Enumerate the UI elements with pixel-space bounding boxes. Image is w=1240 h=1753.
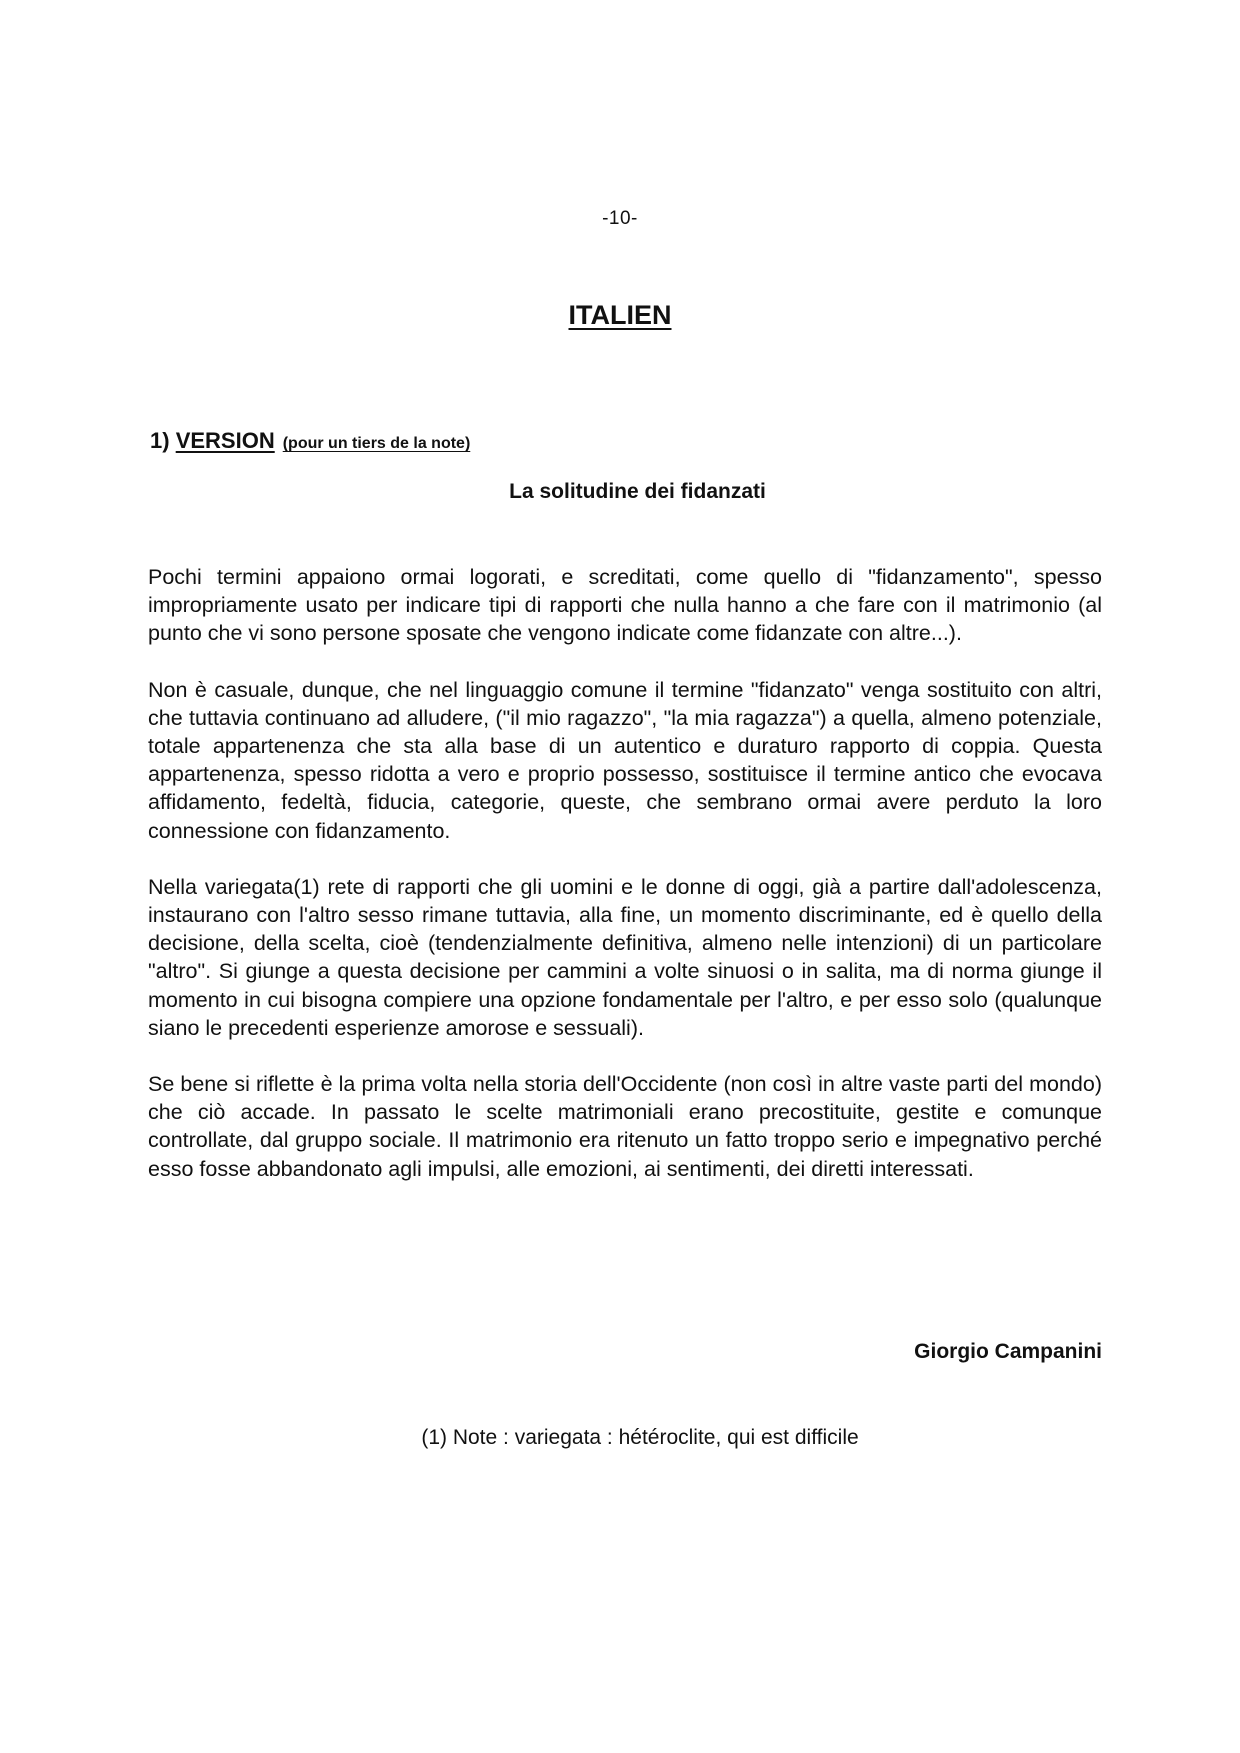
footnote: (1) Note : variegata : hétéroclite, qui est difficile bbox=[421, 1426, 859, 1449]
paragraph: Non è casuale, dunque, che nel linguaggio comune il termine "fidanzato" venga sostituito con altri, che tuttavia continuano ad alludere, ("il mio ragazzo", "la mia ragazza") a quella, almeno potenziale, totale appartenenza che sta alla base di un autentico e duraturo rapporto di coppia. Questa appartenenza, spesso ridotta a vero e proprio possesso, sostituisce il termine antico che evocava affidamento, fedeltà, fiducia, categorie, queste, che sembrano ormai avere perduto la loro connessione con fidanzamento. bbox=[148, 677, 1102, 843]
section-number: 1) bbox=[150, 428, 176, 453]
paragraph: Nella variegata(1) rete di rapporti che gli uomini e le donne di oggi, già a partire dall'adolescenza, instaurano con l'altro sesso rimane tuttavia, alla fine, un momento discriminante, ed è quello della decisione, della scelta, cioè (tendenzialmente definitiva, almeno nelle intenzioni) di un particolare "altro". Si giunge a questa decisione per cammini a volte sinuosi o in salita, ma di norma giunge il momento in cui bisogna compiere una opzione fondamentale per l'altro, e per esso solo (qualunque siano le precedenti esperienze amorose e sessuali). bbox=[148, 874, 1102, 1040]
body-text bbox=[148, 563, 1102, 1211]
section-title: VERSION bbox=[175, 428, 275, 453]
paragraph: Pochi termini appaiono ormai logorati, e screditati, come quello di "fidanzamento", spesso impropriamente usato per indicare tipi di rapporti che nulla hanno a che fare con il matrimonio (al punto che vi sono persone sposate che vengono indicate come fidanzate con altre...). bbox=[148, 565, 1102, 646]
author-name: Giorgio Campanini bbox=[914, 1340, 1102, 1363]
page-number: -10- bbox=[602, 208, 638, 229]
text-title: La solitudine dei fidanzati bbox=[509, 480, 766, 503]
subject-title: ITALIEN bbox=[568, 300, 672, 330]
section-note: (pour un tiers de la note) bbox=[282, 435, 471, 452]
section-heading bbox=[150, 428, 470, 454]
paragraph: Se bene si riflette è la prima volta nella storia dell'Occidente (non così in altre vaste parti del mondo) che ciò accade. In passato le scelte matrimoniali erano precostituite, gestite e comunque controllate, dal gruppo sociale. Il matrimonio era ritenuto un fatto troppo serio e impegnativo perché esso fosse abbandonato agli impulsi, alle emozioni, ai sentimenti, dei diretti interessati. bbox=[148, 1072, 1102, 1181]
